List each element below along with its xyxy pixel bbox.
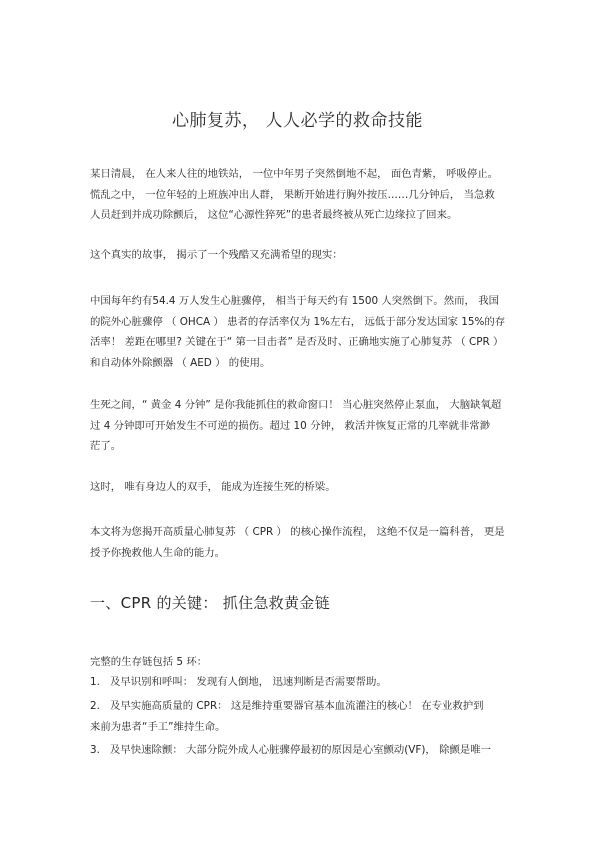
paragraph-line: 过 4 分钟即可开始发生不可逆的损伤。超过 10 分钟， 救活并恢复正常的几率就非常渺 (90, 419, 491, 432)
list-item-text: 及早快速除颤： 大部分院外成人心脏骤停最初的原因是心室颤动(VF)， 除颤是唯一 (110, 744, 492, 756)
list-item (90, 740, 515, 761)
paragraph-line: 茫了。 (90, 440, 122, 452)
list-item-continuation: 来前为患者“手工”维持生命。 (90, 720, 226, 733)
paragraph-line: 这个真实的故事， 揭示了一个残酷又充满希望的现实： (90, 249, 343, 261)
paragraph-line: 慌乱之中， 一位年轻的上班族冲出人群， 果断开始进行胸外按压……几分钟后， 当急救 (90, 188, 495, 201)
paragraph-golden-minutes (90, 395, 510, 457)
paragraph-intro-story (90, 164, 510, 226)
paragraph-line: 生死之间，“ 黄金 4 分钟” 是你我能抓住的救命窗口！ 当心脏突然停止泵血， 大脑缺氧超 (90, 399, 502, 411)
list-item (90, 696, 515, 737)
paragraph-line: 和自动体外除颤器 （ AED ） 的使用。 (90, 356, 271, 369)
list-number: 2. (90, 700, 100, 712)
paragraph-line: 人员赶到并成功除颤后， 这位“心源性猝死”的患者最终被从死亡边缘拉了回来。 (90, 209, 458, 221)
paragraph-article-purpose (90, 522, 510, 563)
page-title: 心肺复苏， 人人必学的救命技能 (172, 111, 423, 131)
paragraph-line: 中国每年约有54.4 万人发生心脏骤停， 相当于每天约有 1500 人突然倒下。然而， 我国 (90, 295, 499, 307)
paragraph-bystander (90, 477, 510, 498)
paragraph-reality (90, 245, 510, 266)
list-number: 3. (90, 744, 100, 756)
paragraph-statistics (90, 291, 510, 373)
paragraph-line: 授予你挽救他人生命的能力。 (90, 546, 226, 559)
section-intro (90, 652, 510, 673)
list-item (90, 672, 515, 693)
paragraph-line: 本文将为您揭开高质量心肺复苏 （ CPR ） 的核心操作流程， 这绝不仅是一篇科普， 更是 (90, 526, 505, 538)
paragraph-line: 这时， 唯有身边人的双手， 能成为连接生死的桥梁。 (90, 481, 336, 493)
list-number: 1. (90, 676, 100, 688)
paragraph-line: 活率！ 差距在哪里? 关键在于“ 第一目击者” 是否及时、正确地实施了心肺复苏 （ CPR ） (90, 336, 504, 348)
paragraph-line: 的院外心脏骤停 （ OHCA ） 患者的存活率仅为 1%左右， 远低于部分发达国家 15%的存 (90, 315, 506, 328)
section-heading: 一、CPR 的关键： 抓住急救黄金链 (90, 594, 330, 612)
list-item-text: 及早实施高质量的 CPR： 这是维持重要器官基本血流灌注的核心！ 在专业救护到 (110, 700, 484, 712)
paragraph-line: 完整的生存链包括 5 环： (90, 656, 208, 668)
paragraph-line: 某日清晨， 在人来人往的地铁站， 一位中年男子突然倒地不起， 面色青紫， 呼吸停止。 (90, 168, 499, 180)
list-item-text: 及早识别和呼叫： 发现有人倒地， 迅速判断是否需要帮助。 (110, 676, 387, 688)
